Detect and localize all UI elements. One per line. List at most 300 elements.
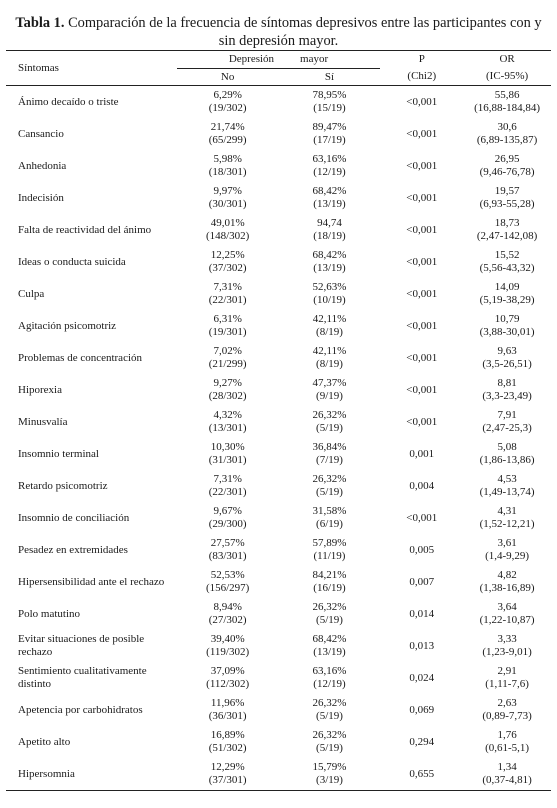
si-pct: 26,32% bbox=[312, 601, 347, 613]
sintoma-text: Culpa bbox=[18, 287, 45, 300]
cell-or bbox=[463, 566, 551, 598]
no-count: (51/302) bbox=[208, 742, 247, 754]
p-value: <0,001 bbox=[406, 223, 438, 236]
no-pct: 27,57% bbox=[210, 537, 245, 549]
cell-sintoma bbox=[6, 694, 177, 726]
cell-p bbox=[380, 214, 463, 246]
cell-sintoma bbox=[6, 662, 177, 694]
cell-no bbox=[177, 566, 279, 598]
cell-no bbox=[177, 406, 279, 438]
p-value: <0,001 bbox=[406, 95, 438, 108]
cell-si bbox=[279, 726, 381, 758]
cell-no bbox=[177, 182, 279, 214]
no-pct: 7,31% bbox=[213, 281, 242, 293]
p-value: <0,001 bbox=[406, 127, 438, 140]
no-count: (37/301) bbox=[208, 774, 247, 786]
cell-sintoma bbox=[6, 598, 177, 630]
si-pct: 94,74 bbox=[317, 217, 342, 229]
ic-value: (5,19-38,29) bbox=[479, 294, 535, 306]
or-value: 8,81 bbox=[497, 377, 517, 389]
table-row bbox=[6, 150, 551, 182]
cell-or bbox=[463, 86, 551, 119]
cell-no bbox=[177, 726, 279, 758]
or-value: 19,57 bbox=[494, 185, 520, 197]
p-value: <0,001 bbox=[406, 383, 438, 396]
cell-no bbox=[177, 598, 279, 630]
p-value: 0,007 bbox=[409, 575, 435, 588]
sintoma-text: Evitar situaciones de posible rechazo bbox=[18, 633, 145, 658]
or-value: 5,08 bbox=[497, 441, 517, 453]
cell-p bbox=[380, 566, 463, 598]
header-mayor: mayor bbox=[300, 53, 329, 65]
cell-si bbox=[279, 470, 381, 502]
si-count: (18/19) bbox=[313, 230, 346, 242]
no-pct: 37,09% bbox=[210, 665, 245, 677]
or-value: 1,34 bbox=[497, 761, 517, 773]
cell-sintoma bbox=[6, 246, 177, 278]
cell-p bbox=[380, 246, 463, 278]
si-pct: 26,32% bbox=[312, 409, 347, 421]
or-value: 4,82 bbox=[497, 569, 517, 581]
ic-value: (0,89-7,73) bbox=[482, 710, 532, 722]
sintoma-text: Sentimiento cualitativamente distinto bbox=[18, 665, 147, 690]
table-row bbox=[6, 438, 551, 470]
no-pct: 7,02% bbox=[213, 345, 242, 357]
or-value: 2,91 bbox=[497, 665, 517, 677]
sintoma-text: Hipersensibilidad ante el rechazo bbox=[18, 575, 165, 588]
no-count: (22/301) bbox=[208, 486, 247, 498]
sintoma-text: Problemas de concentración bbox=[18, 351, 143, 364]
cell-si bbox=[279, 758, 381, 791]
cell-or bbox=[463, 182, 551, 214]
p-value: 0,294 bbox=[409, 735, 435, 748]
si-pct: 63,16% bbox=[312, 153, 347, 165]
table-row bbox=[6, 470, 551, 502]
no-pct: 8,94% bbox=[213, 601, 242, 613]
si-count: (5/19) bbox=[316, 710, 343, 722]
no-pct: 16,89% bbox=[210, 729, 245, 741]
si-pct: 47,37% bbox=[312, 377, 347, 389]
sintoma-text: Retardo psicomotriz bbox=[18, 479, 108, 492]
p-value: 0,004 bbox=[409, 479, 435, 492]
sintoma-text: Polo matutino bbox=[18, 607, 81, 620]
cell-no bbox=[177, 662, 279, 694]
cell-p bbox=[380, 374, 463, 406]
table-row bbox=[6, 182, 551, 214]
cell-or bbox=[463, 406, 551, 438]
cell-si bbox=[279, 342, 381, 374]
symptoms-table bbox=[6, 50, 551, 791]
cell-si bbox=[279, 598, 381, 630]
no-count: (18/301) bbox=[208, 166, 247, 178]
cell-or bbox=[463, 630, 551, 662]
sintoma-text: Indecisión bbox=[18, 191, 64, 204]
ic-value: (1,22-10,87) bbox=[479, 614, 535, 626]
cell-no bbox=[177, 470, 279, 502]
cell-or bbox=[463, 246, 551, 278]
si-pct: 26,32% bbox=[312, 697, 347, 709]
or-value: 3,61 bbox=[497, 537, 517, 549]
table-row bbox=[6, 630, 551, 662]
cell-or bbox=[463, 598, 551, 630]
si-pct: 63,16% bbox=[312, 665, 347, 677]
ic-value: (16,88-184,84) bbox=[474, 102, 541, 114]
cell-sintoma bbox=[6, 86, 177, 119]
or-value: 4,31 bbox=[497, 505, 517, 517]
table-row bbox=[6, 342, 551, 374]
no-count: (19/302) bbox=[208, 102, 247, 114]
p-value: <0,001 bbox=[406, 351, 438, 364]
si-pct: 57,89% bbox=[312, 537, 347, 549]
no-count: (119/302) bbox=[206, 646, 250, 658]
cell-sintoma bbox=[6, 278, 177, 310]
cell-or bbox=[463, 502, 551, 534]
cell-p bbox=[380, 182, 463, 214]
p-value: 0,069 bbox=[409, 703, 435, 716]
p-value: 0,001 bbox=[409, 447, 435, 460]
cell-no bbox=[177, 630, 279, 662]
header-p: P bbox=[380, 51, 463, 69]
cell-or bbox=[463, 342, 551, 374]
no-pct: 9,27% bbox=[213, 377, 242, 389]
no-pct: 5,98% bbox=[213, 153, 242, 165]
ic-value: (1,23-9,01) bbox=[482, 646, 532, 658]
si-pct: 42,11% bbox=[312, 345, 347, 357]
or-value: 1,76 bbox=[497, 729, 517, 741]
cell-p bbox=[380, 438, 463, 470]
table-row bbox=[6, 86, 551, 119]
p-value: 0,013 bbox=[409, 639, 435, 652]
cell-si bbox=[279, 406, 381, 438]
cell-si bbox=[279, 662, 381, 694]
or-value: 10,79 bbox=[494, 313, 520, 325]
sintoma-text: Apetito alto bbox=[18, 735, 71, 748]
cell-no bbox=[177, 502, 279, 534]
sintoma-text: Cansancio bbox=[18, 127, 64, 140]
no-pct: 39,40% bbox=[210, 633, 245, 645]
si-count: (17/19) bbox=[313, 134, 346, 146]
or-value: 2,63 bbox=[497, 697, 517, 709]
no-pct: 11,96% bbox=[210, 697, 245, 709]
ic-value: (6,89-135,87) bbox=[476, 134, 538, 146]
ic-value: (0,61-5,1) bbox=[485, 742, 530, 754]
no-count: (22/301) bbox=[208, 294, 247, 306]
table-row bbox=[6, 662, 551, 694]
cell-sintoma bbox=[6, 310, 177, 342]
cell-p bbox=[380, 534, 463, 566]
table-caption-label: Tabla 1. bbox=[15, 15, 65, 31]
cell-p bbox=[380, 502, 463, 534]
ic-value: (1,11-7,6) bbox=[485, 678, 529, 690]
table-row bbox=[6, 374, 551, 406]
cell-p bbox=[380, 630, 463, 662]
p-value: <0,001 bbox=[406, 255, 438, 268]
cell-p bbox=[380, 662, 463, 694]
cell-p bbox=[380, 758, 463, 791]
table-row bbox=[6, 534, 551, 566]
or-value: 18,73 bbox=[494, 217, 520, 229]
cell-or bbox=[463, 438, 551, 470]
p-value: 0,005 bbox=[409, 543, 435, 556]
header-depresion-mayor bbox=[177, 51, 381, 69]
si-count: (3/19) bbox=[316, 774, 343, 786]
table-row bbox=[6, 310, 551, 342]
si-count: (9/19) bbox=[316, 390, 343, 402]
si-pct: 36,84% bbox=[312, 441, 347, 453]
ic-value: (1,49-13,74) bbox=[479, 486, 535, 498]
cell-si bbox=[279, 534, 381, 566]
sintoma-text: Insomnio terminal bbox=[18, 447, 99, 460]
si-count: (8/19) bbox=[316, 358, 343, 370]
no-pct: 21,74% bbox=[210, 121, 245, 133]
cell-p bbox=[380, 310, 463, 342]
sintoma-text: Agitación psicomotriz bbox=[18, 319, 117, 332]
cell-no bbox=[177, 534, 279, 566]
no-pct: 9,97% bbox=[213, 185, 242, 197]
table-row bbox=[6, 598, 551, 630]
table-row bbox=[6, 726, 551, 758]
si-pct: 84,21% bbox=[312, 569, 347, 581]
si-pct: 68,42% bbox=[312, 249, 347, 261]
cell-si bbox=[279, 150, 381, 182]
cell-no bbox=[177, 278, 279, 310]
si-count: (12/19) bbox=[313, 166, 346, 178]
cell-p bbox=[380, 470, 463, 502]
cell-sintoma bbox=[6, 534, 177, 566]
cell-sintoma bbox=[6, 182, 177, 214]
sintoma-text: Insomnio de conciliación bbox=[18, 511, 130, 524]
si-count: (5/19) bbox=[316, 486, 343, 498]
no-count: (28/302) bbox=[208, 390, 247, 402]
table-row bbox=[6, 118, 551, 150]
cell-no bbox=[177, 118, 279, 150]
no-pct: 52,53% bbox=[210, 569, 245, 581]
cell-p bbox=[380, 86, 463, 119]
cell-no bbox=[177, 150, 279, 182]
si-count: (5/19) bbox=[316, 614, 343, 626]
cell-p bbox=[380, 342, 463, 374]
cell-p bbox=[380, 694, 463, 726]
cell-si bbox=[279, 694, 381, 726]
ic-value: (0,37-4,81) bbox=[482, 774, 532, 786]
p-value: <0,001 bbox=[406, 191, 438, 204]
p-value: <0,001 bbox=[406, 287, 438, 300]
cell-si bbox=[279, 374, 381, 406]
cell-sintoma bbox=[6, 566, 177, 598]
cell-sintoma bbox=[6, 150, 177, 182]
no-pct: 4,32% bbox=[213, 409, 242, 421]
sintoma-text: Hipersomnia bbox=[18, 767, 75, 780]
p-value: 0,014 bbox=[409, 607, 435, 620]
table-row bbox=[6, 566, 551, 598]
si-pct: 78,95% bbox=[312, 89, 347, 101]
cell-sintoma bbox=[6, 502, 177, 534]
p-value: 0,024 bbox=[409, 671, 435, 684]
no-pct: 49,01% bbox=[210, 217, 245, 229]
cell-p bbox=[380, 278, 463, 310]
cell-si bbox=[279, 310, 381, 342]
sintoma-text: Falta de reactividad del ánimo bbox=[18, 223, 152, 236]
no-count: (19/301) bbox=[208, 326, 247, 338]
si-pct: 15,79% bbox=[312, 761, 347, 773]
or-value: 15,52 bbox=[494, 249, 520, 261]
cell-sintoma bbox=[6, 758, 177, 791]
no-count: (37/302) bbox=[208, 262, 247, 274]
cell-si bbox=[279, 278, 381, 310]
cell-or bbox=[463, 310, 551, 342]
si-pct: 68,42% bbox=[312, 185, 347, 197]
sintoma-text: Apetencia por carbohidratos bbox=[18, 703, 143, 716]
sintoma-text: Hiporexia bbox=[18, 383, 62, 396]
ic-value: (1,52-12,21) bbox=[479, 518, 535, 530]
p-value: <0,001 bbox=[406, 511, 438, 524]
ic-value: (6,93-55,28) bbox=[479, 198, 535, 210]
table-row bbox=[6, 406, 551, 438]
no-count: (112/302) bbox=[206, 678, 250, 690]
si-count: (12/19) bbox=[313, 678, 346, 690]
cell-si bbox=[279, 502, 381, 534]
si-pct: 31,58% bbox=[312, 505, 347, 517]
cell-sintoma bbox=[6, 726, 177, 758]
sintoma-text: Ánimo decaído o triste bbox=[18, 95, 119, 108]
cell-no bbox=[177, 214, 279, 246]
p-value: <0,001 bbox=[406, 319, 438, 332]
or-value: 14,09 bbox=[494, 281, 520, 293]
ic-value: (3,3-23,49) bbox=[482, 390, 532, 402]
no-count: (27/302) bbox=[208, 614, 247, 626]
sintoma-text: Minusvalía bbox=[18, 415, 68, 428]
si-count: (16/19) bbox=[313, 582, 346, 594]
p-value: <0,001 bbox=[406, 159, 438, 172]
cell-sintoma bbox=[6, 374, 177, 406]
no-count: (31/301) bbox=[208, 454, 247, 466]
table-row bbox=[6, 278, 551, 310]
no-count: (36/301) bbox=[208, 710, 247, 722]
no-count: (148/302) bbox=[205, 230, 250, 242]
cell-no bbox=[177, 374, 279, 406]
ic-value: (5,56-43,32) bbox=[479, 262, 535, 274]
si-pct: 68,42% bbox=[312, 633, 347, 645]
si-pct: 26,32% bbox=[312, 473, 347, 485]
header-ic: (IC-95%) bbox=[463, 69, 551, 86]
ic-value: (2,47-142,08) bbox=[476, 230, 538, 242]
sintoma-text: Anhedonia bbox=[18, 159, 67, 172]
no-count: (156/297) bbox=[205, 582, 250, 594]
cell-no bbox=[177, 86, 279, 119]
si-count: (13/19) bbox=[313, 646, 346, 658]
no-pct: 6,29% bbox=[213, 89, 242, 101]
si-count: (8/19) bbox=[316, 326, 343, 338]
si-count: (7/19) bbox=[316, 454, 343, 466]
no-count: (21/299) bbox=[208, 358, 247, 370]
cell-or bbox=[463, 150, 551, 182]
cell-sintoma bbox=[6, 630, 177, 662]
table-row bbox=[6, 694, 551, 726]
cell-p bbox=[380, 406, 463, 438]
no-count: (83/301) bbox=[208, 550, 247, 562]
cell-or bbox=[463, 758, 551, 791]
header-or: OR bbox=[463, 51, 551, 69]
ic-value: (3,5-26,51) bbox=[482, 358, 532, 370]
cell-si bbox=[279, 438, 381, 470]
sintoma-text: Pesadez en extremidades bbox=[18, 543, 128, 556]
cell-no bbox=[177, 438, 279, 470]
or-value: 3,64 bbox=[497, 601, 517, 613]
cell-no bbox=[177, 246, 279, 278]
or-value: 7,91 bbox=[497, 409, 517, 421]
no-pct: 10,30% bbox=[210, 441, 245, 453]
no-count: (29/300) bbox=[208, 518, 247, 530]
cell-si bbox=[279, 566, 381, 598]
si-count: (13/19) bbox=[313, 262, 346, 274]
cell-no bbox=[177, 694, 279, 726]
header-sintomas: Síntomas bbox=[6, 51, 177, 86]
table-caption-text: Comparación de la frecuencia de síntomas depresivos entre las participantes con y sin depresión mayor. bbox=[64, 15, 542, 49]
cell-si bbox=[279, 246, 381, 278]
si-count: (6/19) bbox=[316, 518, 343, 530]
ic-value: (1,86-13,86) bbox=[479, 454, 535, 466]
cell-si bbox=[279, 214, 381, 246]
p-value: 0,655 bbox=[409, 767, 435, 780]
cell-no bbox=[177, 758, 279, 791]
header-depresion: Depresión bbox=[228, 53, 275, 65]
si-count: (11/19) bbox=[313, 550, 346, 562]
cell-si bbox=[279, 118, 381, 150]
no-pct: 9,67% bbox=[213, 505, 242, 517]
cell-sintoma bbox=[6, 470, 177, 502]
cell-or bbox=[463, 694, 551, 726]
or-value: 3,33 bbox=[497, 633, 517, 645]
cell-p bbox=[380, 118, 463, 150]
cell-or bbox=[463, 214, 551, 246]
cell-no bbox=[177, 310, 279, 342]
p-value: <0,001 bbox=[406, 415, 438, 428]
table-row bbox=[6, 214, 551, 246]
no-pct: 7,31% bbox=[213, 473, 242, 485]
no-pct: 6,31% bbox=[213, 313, 242, 325]
header-row-1 bbox=[6, 51, 551, 69]
cell-si bbox=[279, 86, 381, 119]
si-count: (5/19) bbox=[316, 422, 343, 434]
si-pct: 89,47% bbox=[312, 121, 347, 133]
header-chi2: (Chi2) bbox=[380, 69, 463, 86]
cell-or bbox=[463, 534, 551, 566]
cell-si bbox=[279, 182, 381, 214]
cell-or bbox=[463, 278, 551, 310]
si-count: (13/19) bbox=[313, 198, 346, 210]
table-row bbox=[6, 502, 551, 534]
si-count: (15/19) bbox=[313, 102, 346, 114]
cell-or bbox=[463, 726, 551, 758]
cell-sintoma bbox=[6, 342, 177, 374]
cell-sintoma bbox=[6, 406, 177, 438]
si-pct: 52,63% bbox=[312, 281, 347, 293]
table-caption bbox=[6, 14, 551, 50]
header-si: Sí bbox=[279, 69, 381, 86]
ic-value: (1,4-9,29) bbox=[485, 550, 530, 562]
no-count: (30/301) bbox=[208, 198, 247, 210]
or-value: 9,63 bbox=[497, 345, 517, 357]
ic-value: (9,46-76,78) bbox=[479, 166, 535, 178]
si-count: (10/19) bbox=[313, 294, 346, 306]
cell-or bbox=[463, 374, 551, 406]
cell-p bbox=[380, 150, 463, 182]
cell-p bbox=[380, 726, 463, 758]
cell-sintoma bbox=[6, 118, 177, 150]
cell-no bbox=[177, 342, 279, 374]
cell-p bbox=[380, 598, 463, 630]
or-value: 26,95 bbox=[494, 153, 520, 165]
